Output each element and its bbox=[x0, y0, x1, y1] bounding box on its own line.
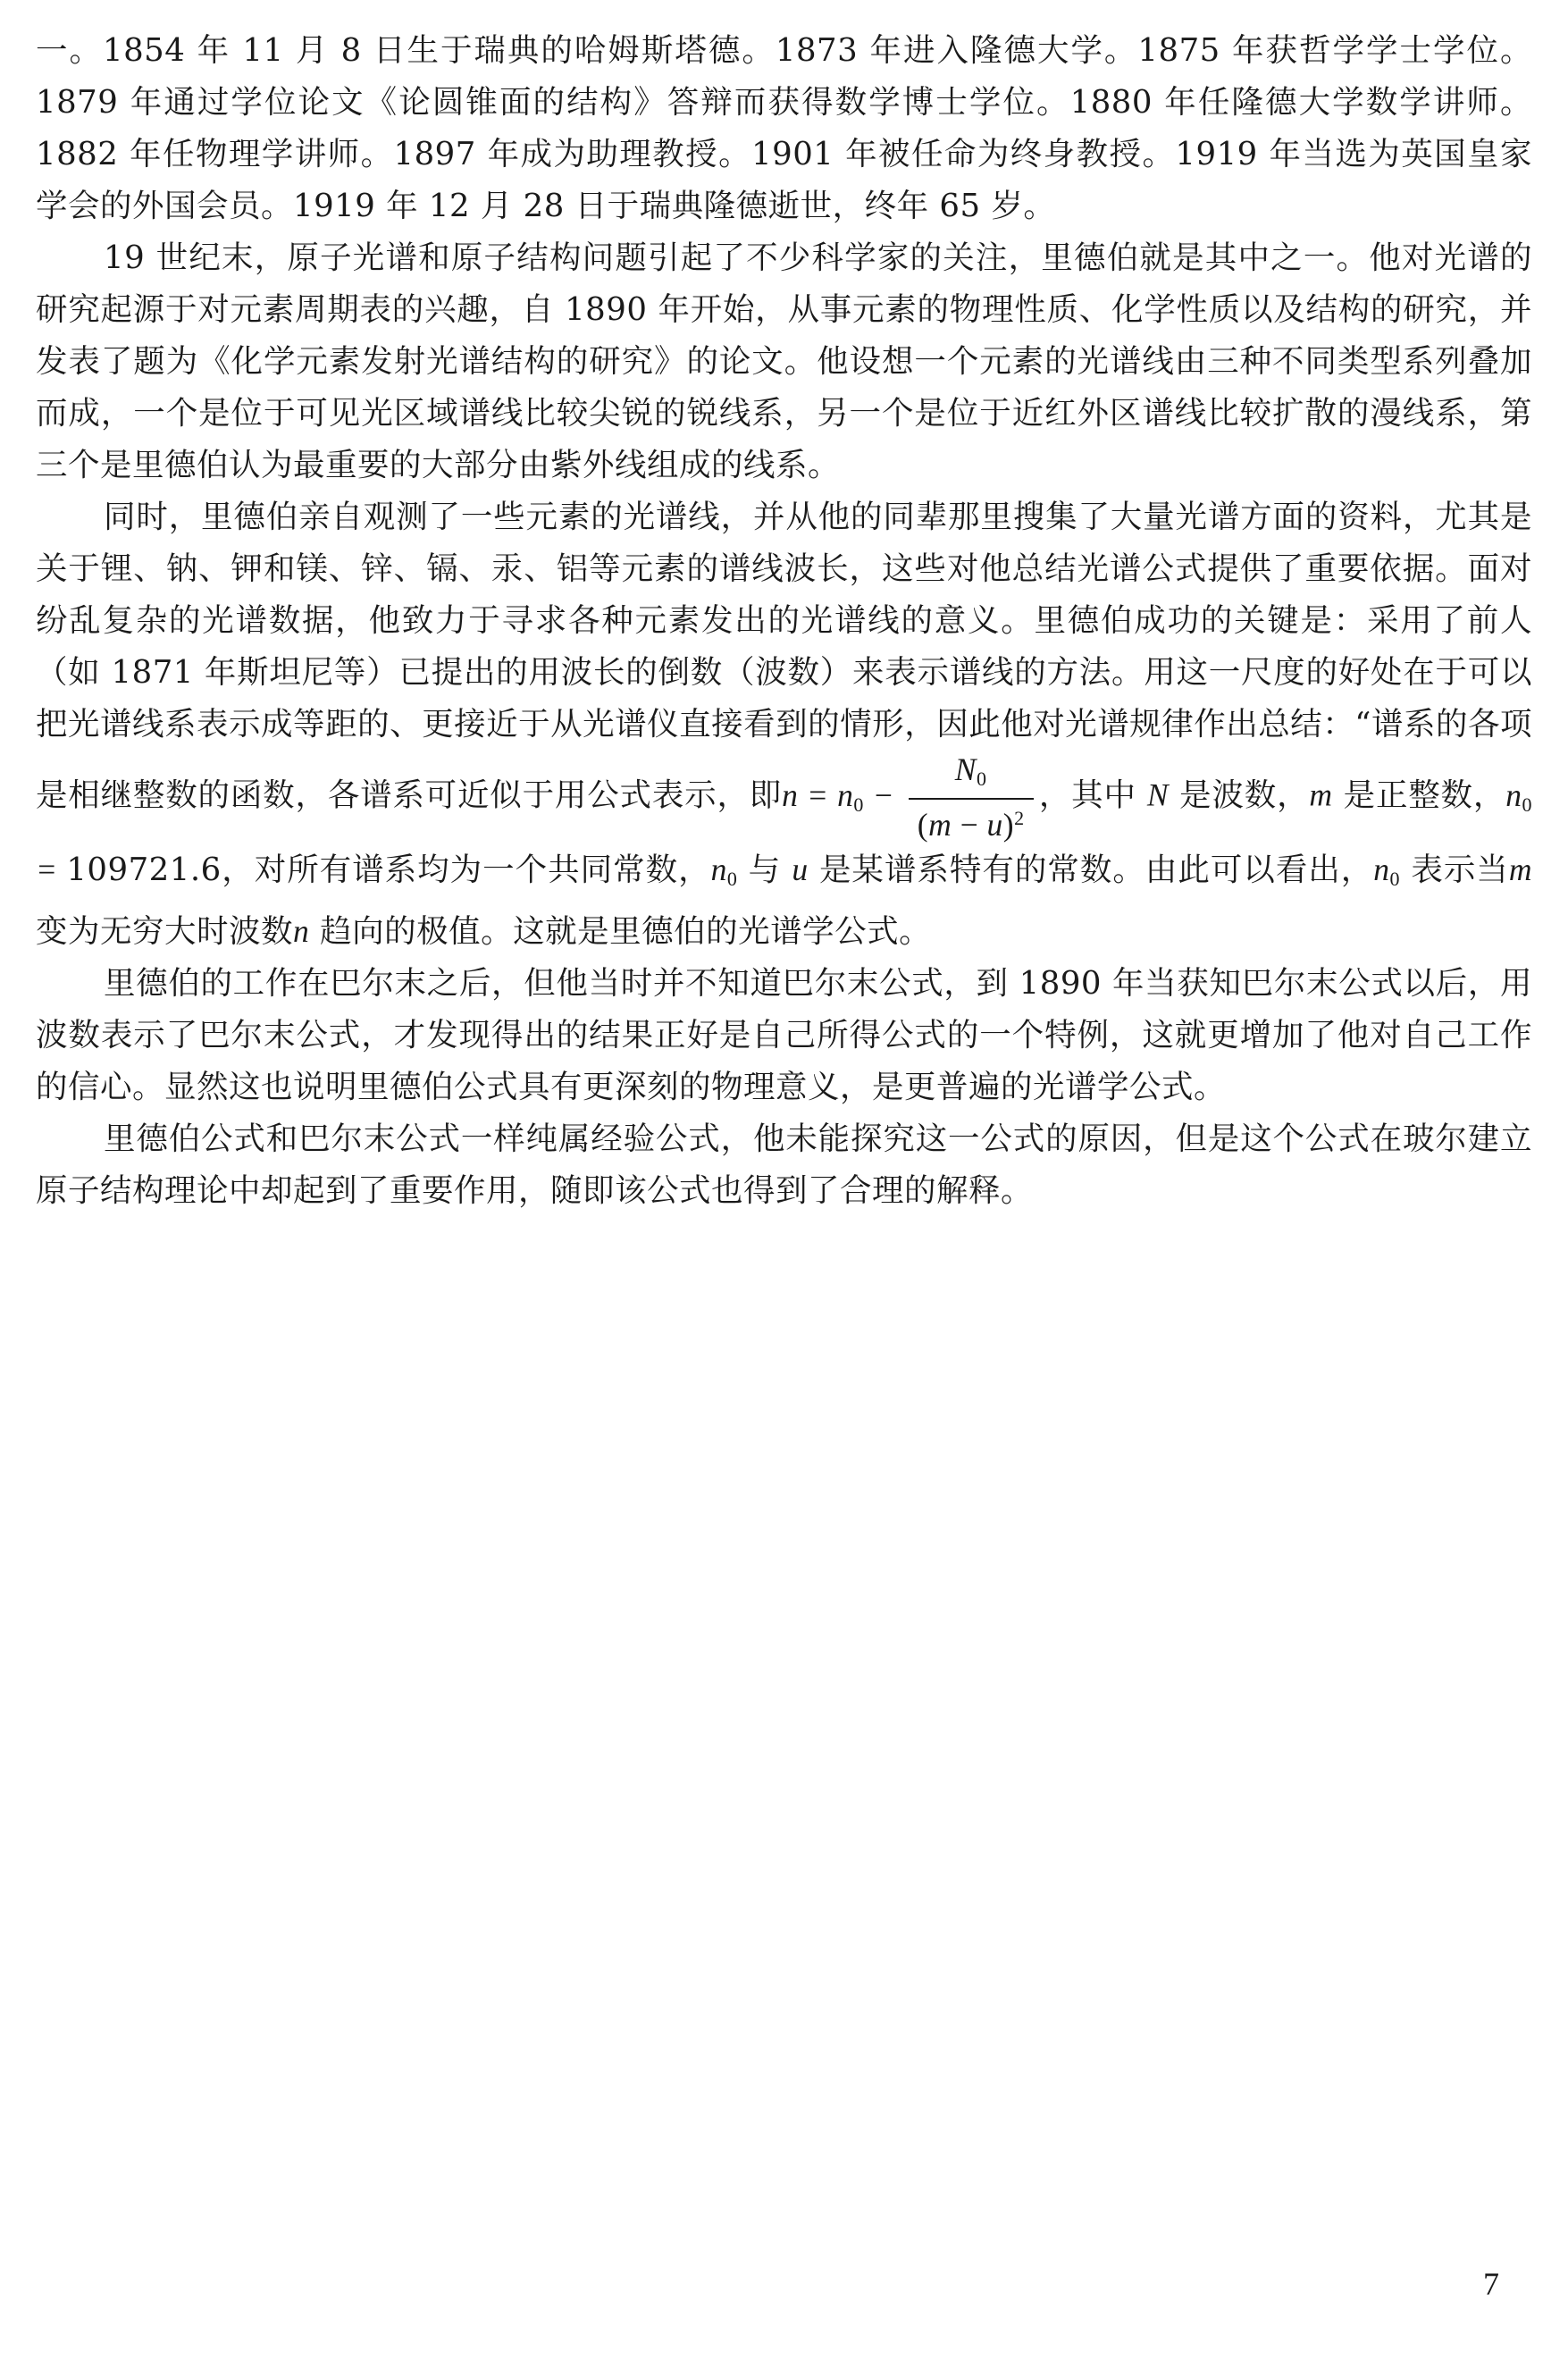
symbol-n0: $n_0$ bbox=[1505, 776, 1532, 816]
formula-text-infinity: 变为无穷大时波数 bbox=[36, 913, 294, 950]
formula-text-constant: 是某谱系特有的常数。由此可以看出， bbox=[818, 852, 1374, 888]
page-number: 7 bbox=[1483, 2266, 1499, 2302]
paragraph-biography: 一。1854 年 11 月 8 日生于瑞典的哈姆斯塔德。1873 年进入隆德大学。1875 年获哲学学士学位。1879 年通过学位论文《论圆锥面的结构》答辩而获得数学博士学位。1880 年任隆德大学数学讲师。1882 年任物理学讲师。1897 年成为助理教授。1901 年被任命为终身教授。1919 年当选为英国皇家学会的外国会员。1919 年 12 月 28 日于瑞典隆德逝世，终年 65 岁。 bbox=[36, 32, 1532, 224]
formula-intro-text: 同时，里德伯亲自观测了一些元素的光谱线，并从他的同辈那里搜集了大量光谱方面的资料，尤其是关于锂、钠、钾和镁、锌、镉、汞、铝等元素的谱线波长，这些对他总结光谱公式提供了重要依据。面对纷乱复杂的光谱数据，他致力于寻求各种元素发出的光谱线的意义。里德伯成功的关键是：采用了前人（如 1871 年斯坦尼等）已提出的用波长的倒数（波数）来表示谱线的方法。用这一尺度的好处在于可以把光谱线系表示成等距的、更接近于从光谱仪直接看到的情形，因此他对光谱规律作出总结：“谱系的各项是相继整数的函数，各谱系可近似于用公式表示，即 bbox=[36, 499, 1532, 814]
formula-text-when: 表示当 bbox=[1411, 852, 1509, 888]
symbol-equals: = bbox=[36, 852, 67, 887]
formula-n: n bbox=[782, 776, 799, 813]
paragraph-balmer: 里德伯的工作在巴尔末之后，但他当时并不知道巴尔末公式，到 1890 年当获知巴尔末公式以后，用波数表示了巴尔末公式，才发现得出的结果正好是自己所得公式的一个特例，这就更增加了他对自己工作的信心。显然这也说明里德伯公式具有更深刻的物理意义，是更普遍的光谱学公式。 bbox=[36, 965, 1532, 1105]
page-body bbox=[36, 25, 1532, 1217]
symbol-m: m bbox=[1309, 776, 1333, 813]
paragraph-bohr: 里德伯公式和巴尔末公式一样纯属经验公式，他未能探究这一公式的原因，但是这个公式在玻尔建立原子结构理论中却起到了重要作用，随即该公式也得到了合理的解释。 bbox=[36, 1120, 1532, 1209]
fraction-denominator: $(m - u)^2$ bbox=[917, 807, 1025, 843]
formula-text-value: 109721.6，对所有谱系均为一个共同常数， bbox=[66, 852, 711, 888]
symbol-N: N bbox=[1146, 776, 1170, 813]
formula-fraction bbox=[909, 751, 1034, 843]
symbol-n0-b: $n_0$ bbox=[710, 852, 738, 890]
fraction-numerator: $N_0$ bbox=[909, 751, 1034, 800]
formula-minus: − bbox=[863, 776, 903, 813]
symbol-u: u bbox=[792, 852, 809, 887]
formula-equals: = bbox=[798, 776, 838, 813]
formula-n0: $n_0$ bbox=[837, 776, 864, 816]
rydberg-formula bbox=[782, 751, 1038, 843]
symbol-m-b: m bbox=[1508, 852, 1532, 887]
formula-text-and: 与 bbox=[748, 852, 782, 888]
formula-text-integer: 是正整数， bbox=[1343, 776, 1506, 814]
symbol-n-b: n bbox=[293, 913, 310, 949]
formula-text-wavenumber: 是波数， bbox=[1179, 776, 1310, 814]
formula-text-where: ，其中 bbox=[1038, 776, 1136, 814]
symbol-n0-c: $n_0$ bbox=[1373, 852, 1401, 890]
paragraph-rydberg-formula bbox=[36, 491, 1532, 958]
formula-text-limit: 趋向的极值。这就是里德伯的光谱学公式。 bbox=[320, 913, 932, 950]
paragraph-spectra-research: 19 世纪末，原子光谱和原子结构问题引起了不少科学家的关注，里德伯就是其中之一。他对光谱的研究起源于对元素周期表的兴趣，自 1890 年开始，从事元素的物理性质、化学性质以及结构的研究，并发表了题为《化学元素发射光谱结构的研究》的论文。他设想一个元素的光谱线由三种不同类型系列叠加而成，一个是位于可见光区域谱线比较尖锐的锐线系，另一个是位于近红外区谱线比较扩散的漫线系，第三个是里德伯认为最重要的大部分由紫外线组成的线系。 bbox=[36, 239, 1532, 483]
